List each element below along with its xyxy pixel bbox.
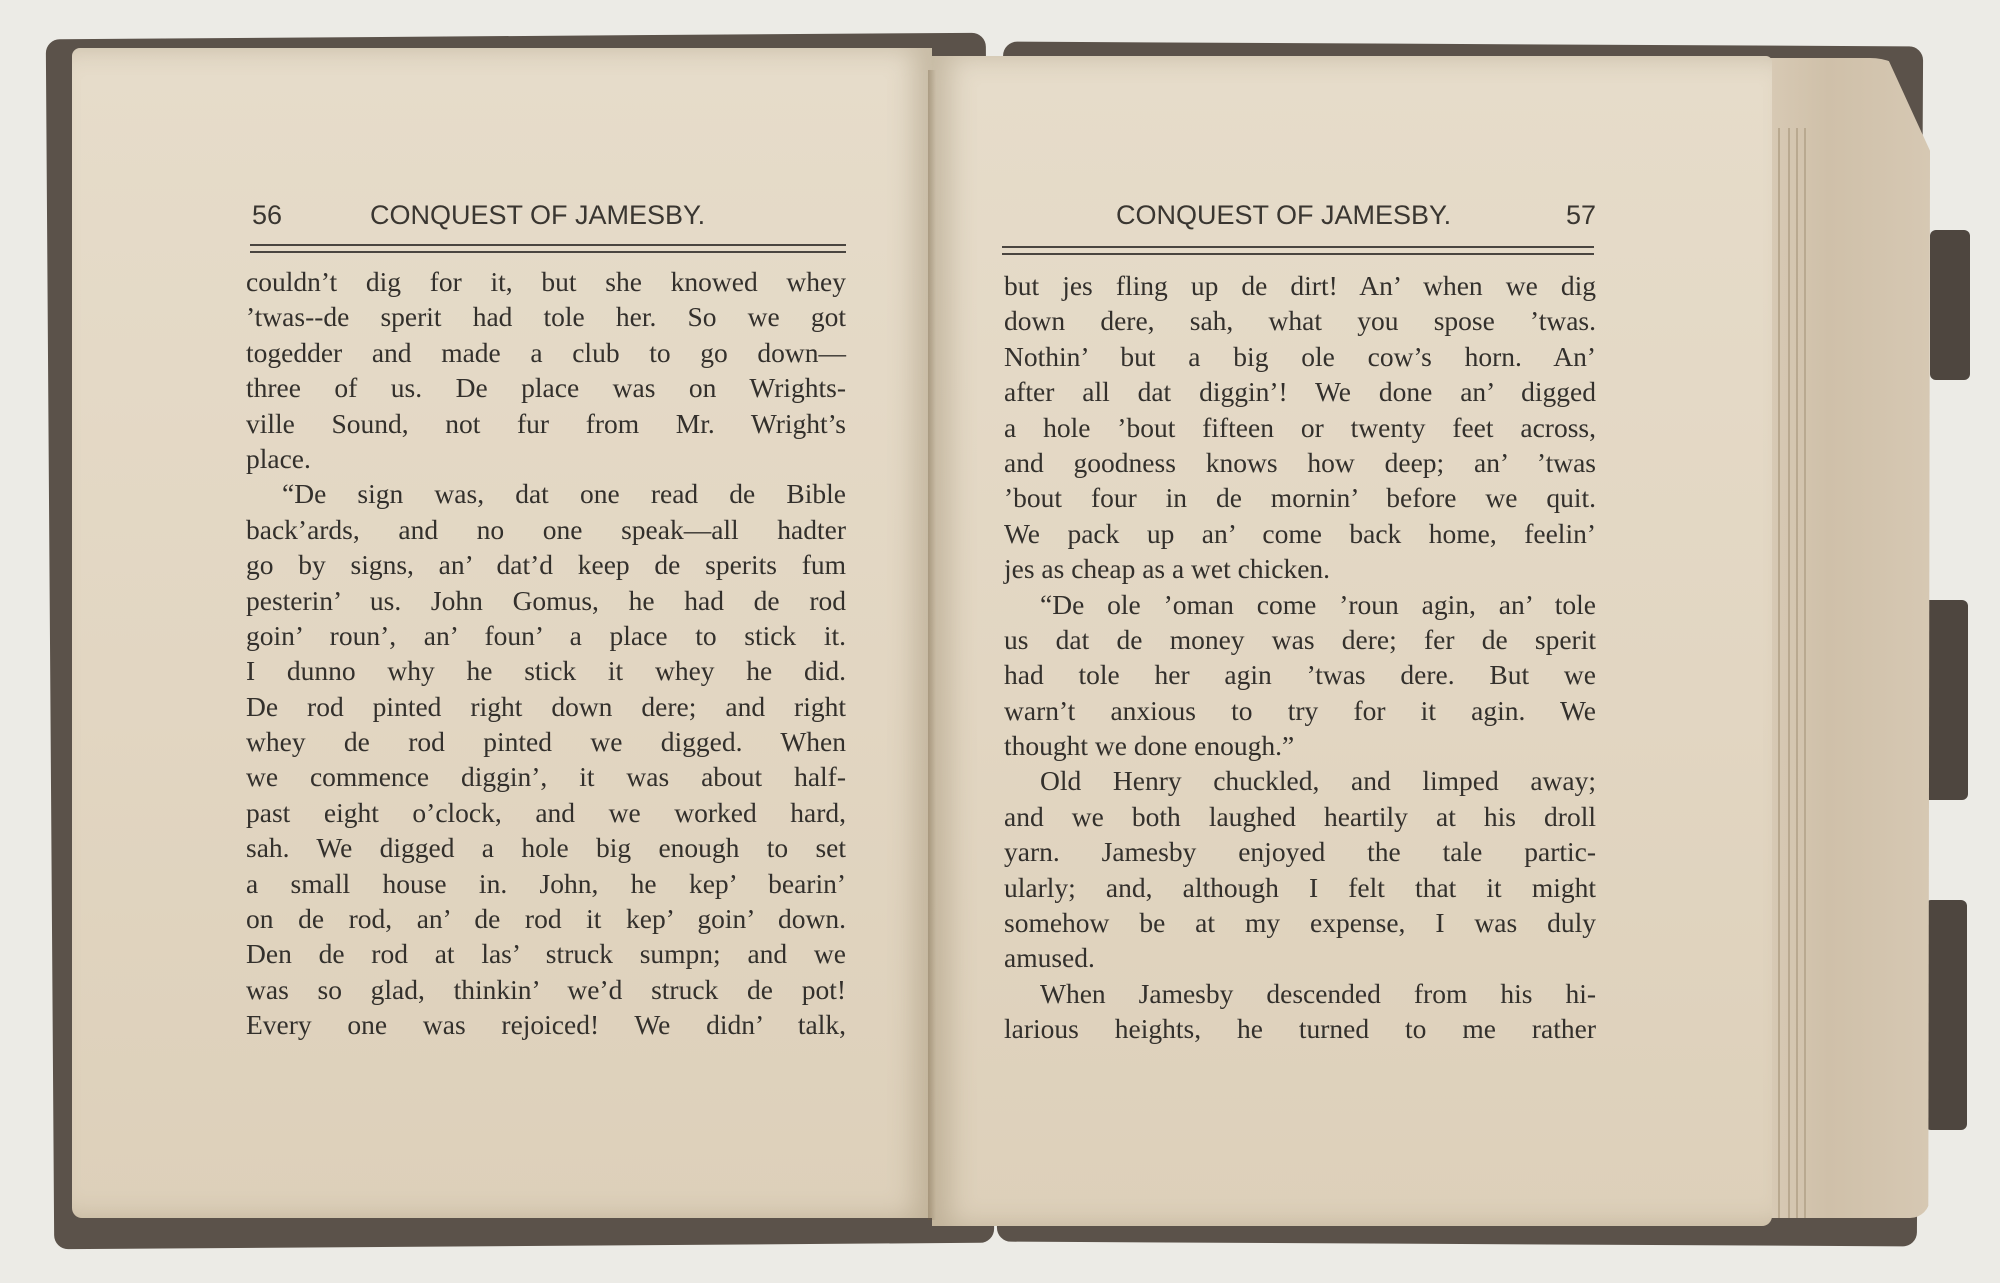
text-line: and goodness knows how deep; an’ ’twas [1004,446,1596,478]
right-page-body-text [1004,268,1596,1047]
text-line: we commence diggin’, it was about half- [246,761,846,793]
text-line: but jes fling up de dirt! An’ when we dig [1004,270,1596,301]
text-line: ularly; and, although I felt that it might [1004,871,1596,903]
text-line: warn’t anxious to try for it agin. We [1004,694,1596,726]
text-line: ville Sound, not fur from Mr. Wright’s [246,407,846,439]
text-line: ’twas--de sperit had tole her. So we got [246,301,846,333]
header-double-rule [250,244,846,253]
text-line: yarn. Jamesby enjoyed the tale partic- [1004,836,1596,868]
text-line: was so glad, thinkin’ we’d struck de pot! [246,973,846,1005]
running-title: CONQUEST OF JAMESBY. [370,200,706,230]
text-line: togedder and made a club to go down— [246,336,846,368]
text-line: amused. [1004,942,1095,974]
text-line: I dunno why he stick it whey he did. [246,655,846,687]
right-page-header [1000,200,1596,240]
text-line: Nothin’ but a big ole cow’s horn. An’ [1004,340,1596,372]
left-page-body-text [246,264,846,1043]
text-line: down dere, sah, what you spose ’twas. [1004,305,1596,337]
left-page-header [252,200,846,240]
text-line: ’bout four in de mornin’ before we quit. [1004,482,1596,514]
text-line: us dat de money was dere; fer de sperit [1004,623,1596,655]
text-line: Every one was rejoiced! We didn’ talk, [246,1009,846,1041]
text-line: jes as cheap as a wet chicken. [1004,553,1331,585]
text-line: When Jamesby descended from his hi- [1040,977,1596,1009]
page-stack-edges [1760,58,1930,1218]
text-line: “De ole ’oman come ’roun agin, an’ tole [1040,588,1596,620]
text-line: go by signs, an’ dat’d keep de sperits fum [246,549,846,581]
text-line: thought we done enough.” [1004,730,1295,762]
text-line: Old Henry chuckled, and limped away; [1040,765,1596,797]
text-line: larious heights, he turned to me rather [1004,1013,1596,1045]
text-line: We pack up an’ come back home, feelin’ [1004,517,1596,549]
text-line: “De sign was, dat one read de Bible [282,478,846,510]
text-line: place. [246,442,311,474]
page-number: 57 [1565,200,1596,230]
text-line: sah. We digged a hole big enough to set [246,832,846,864]
text-line: whey de rod pinted we digged. When [246,726,846,758]
text-line: pesterin’ us. John Gomus, he had de rod [246,584,846,616]
text-line: three of us. De place was on Wrights- [246,372,846,404]
text-line: past eight o’clock, and we worked hard, [246,796,846,828]
running-title: CONQUEST OF JAMESBY. [1116,200,1452,230]
text-line: back’ards, and no one speak—all hadter [246,513,846,545]
text-line: and we both laughed heartily at his droll [1004,800,1596,832]
header-double-rule [1002,246,1594,255]
cover-edge-tab [1925,900,1967,1130]
text-line: De rod pinted right down dere; and right [246,690,846,722]
text-line: a small house in. John, he kep’ bearin’ [246,867,846,899]
text-line: after all dat diggin’! We done an’ digged [1004,376,1596,408]
text-line: somehow be at my expense, I was duly [1004,907,1596,939]
text-line: goin’ roun’, an’ foun’ a place to stick it. [246,619,846,651]
page-number: 56 [252,200,283,230]
text-line: couldn’t dig for it, but she knowed whey [246,266,846,297]
book-gutter [928,70,936,1220]
text-line: had tole her agin ’twas dere. But we [1004,659,1596,691]
text-line: a hole ’bout fifteen or twenty feet across, [1004,411,1596,443]
text-line: Den de rod at las’ struck sumpn; and we [246,938,846,970]
cover-edge-tab [1930,230,1970,380]
text-line: on de rod, an’ de rod it kep’ goin’ down. [246,903,846,935]
